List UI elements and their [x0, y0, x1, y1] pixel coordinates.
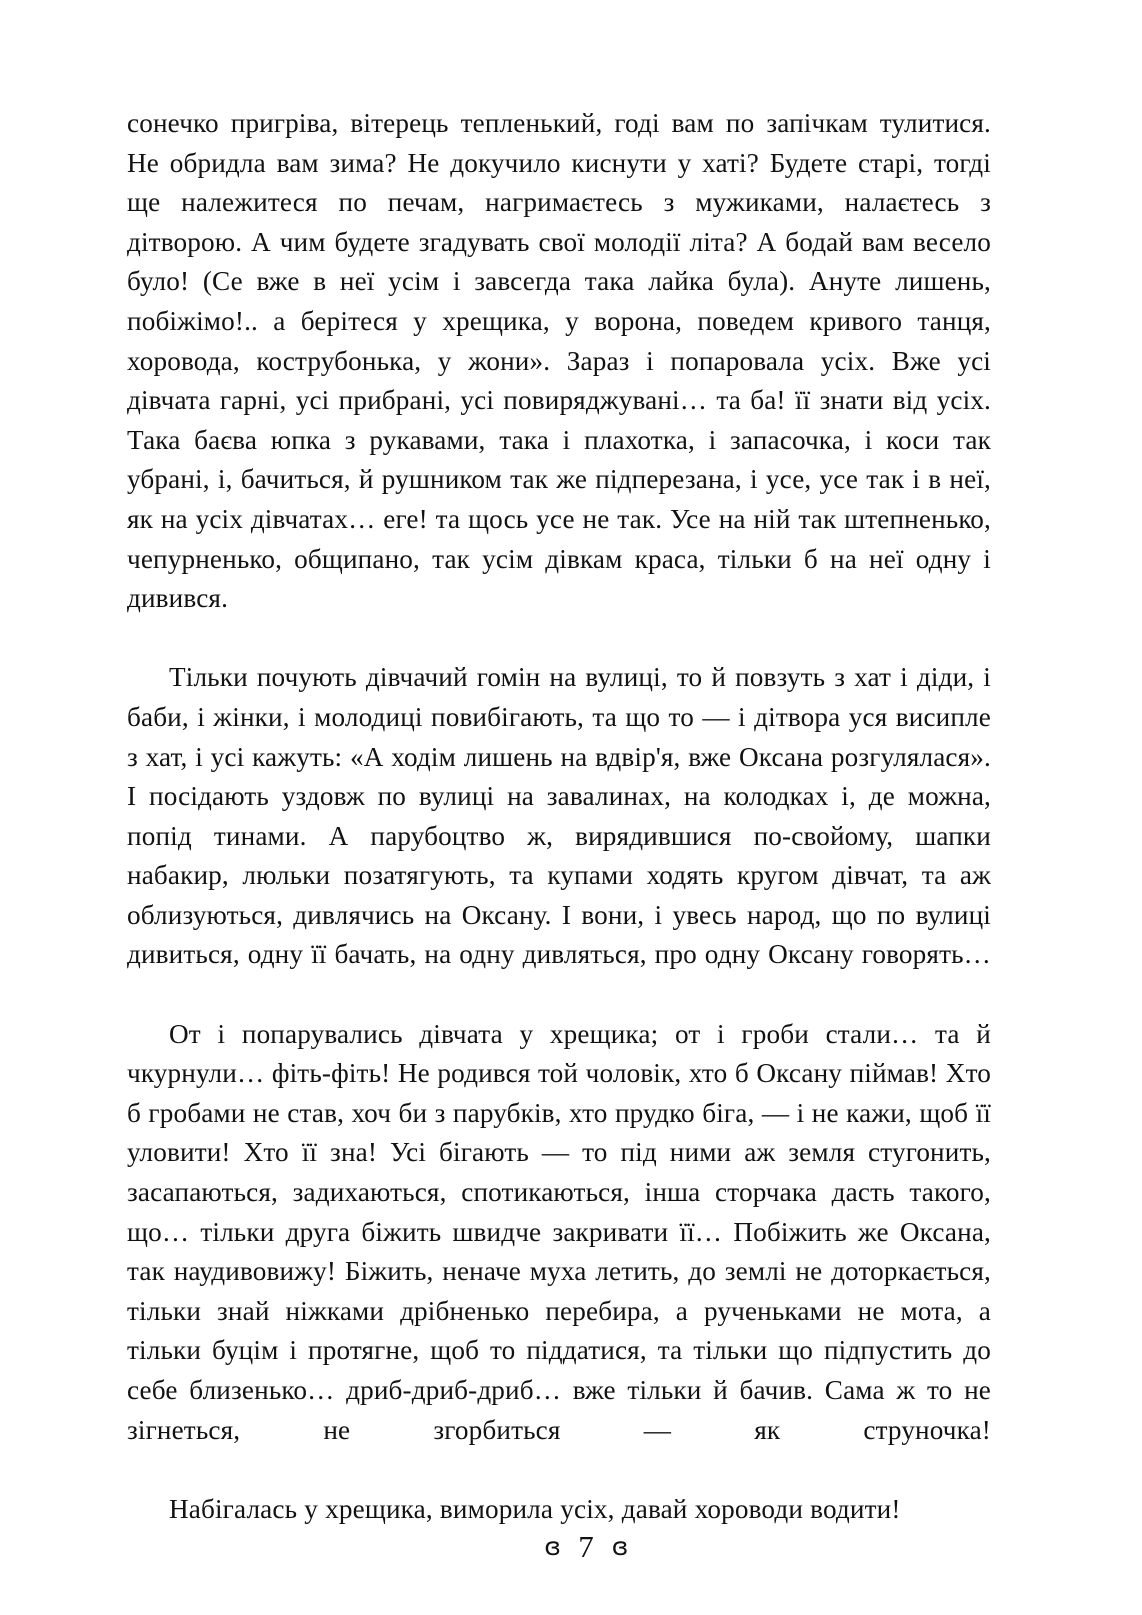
paragraph-3: От і попарувались дівчата у хрещика; от і гроби стали… та й чкурнули… фіть-фіть! Не родився той чоловік, хто б Оксану піймав! Хто б гробами не став, хоч би з парубків, хто прудко біга, — і не кажи, щоб її уловити! Хто її зна! Усі бігають — то під ними аж земля стугонить, засапаються, задихаються, спотикаються, інша сторчака дасть такого, що… тільки друга біжить швидче закривати її… Побіжить же Оксана, так наудивовижу! Біжить, неначе муха летить, до землі не доторкається, тільки знай ніжками дрібненько перебира, а рученьками не мота, а тільки буцім і протягне, щоб то піддатися, та тільки що підпустить до себе близенько… дриб-дриб-дриб… вже тільки й бачив. Сама ж то не зігнеться, не згорбиться — як струночка! — [127, 1018, 991, 1445]
ornament-right-icon: ɞ — [611, 1532, 629, 1561]
paragraph-1: сонечко пригріва, вітерець тепленький, годі вам по запічкам тулитися. Не обридла вам зима? Не докучило киснути у хаті? Будете старі, тогді ще належитеся по печам, нагримаєтесь з мужиками, налаєтесь з дітворою. А чим будете згадувать свої молодії літа? А бодай вам весело було! (Се вже в неї усім і завсегда така лайка була). Ануте лишень, побіжімо!.. а берітеся у хрещика, у ворона, поведем кривого танця, хоровода, кострубонька, у жони». Зараз і попаровала усіх. Вже усі дівчата гарні, усі прибрані, усі повиряджувані… та ба! її знати від усіх. Така баєва юпка з рукавами, така і плахотка, і запасочка, і коси так убрані, і, бачиться, й рушником так же підперезана, і усе, усе так і в неї, як на усіх дівчатах… еге! та щось усе не так. Усе на ній так штепненько, чепурненько, общипано, так усім дівкам краса, тільки б на неї одну і дивився. — [127, 108, 991, 614]
ornament-left-icon: ʚ — [543, 1532, 561, 1561]
paragraph-4: Набігалась у хрещика, виморила усіх, давай хороводи водити! — [169, 1493, 901, 1524]
text-column — [127, 104, 991, 1529]
page-footer — [0, 1487, 1142, 1608]
page-number: 7 — [578, 1529, 594, 1564]
paragraph-2: Тільки почують дівчачий гомін на вулиці, то й повзуть з хат і діди, і баби, і жінки, і молодиці повибігають, та що то — і дітвора уся висипле з хат, і усі кажуть: «А ходім лишень на вдвір'я, вже Оксана розгулялася». І посідають уздовж по вулиці на завалинах, на колодках і, де можна, попід тинами. А парубоцтво ж, вирядившися по-свойому, шапки набакир, люльки позатягують, та купами ходять кругом дівчат, та аж облизуються, дивлячись на Оксану. І вони, і увесь народ, що по вулиці дивиться, одну її бачать, на одну дивляться, про одну Оксану говорять… — [127, 662, 991, 970]
